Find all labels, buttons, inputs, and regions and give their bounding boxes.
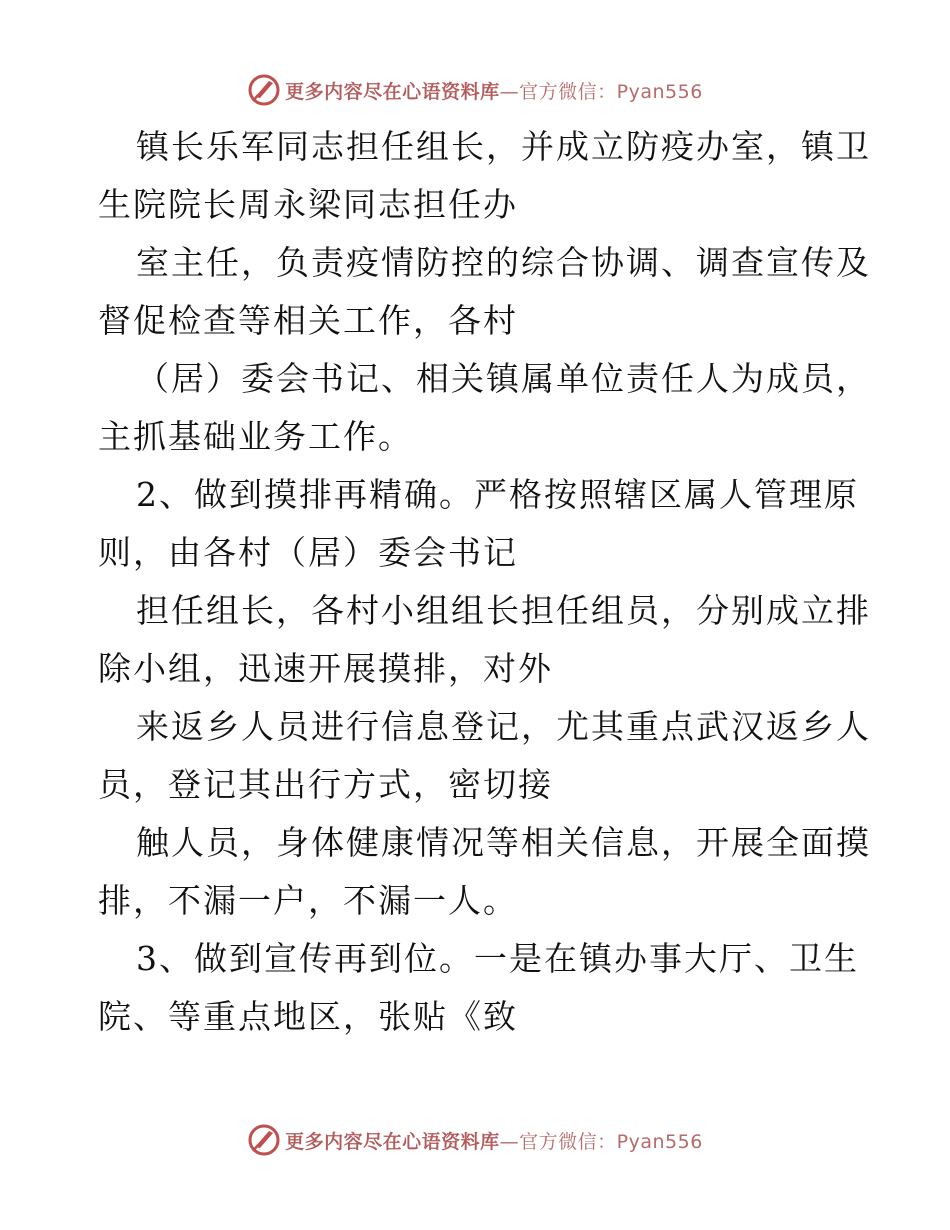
body-line: 触人员，身体健康情况等相关信息，开展全面摸 [136, 823, 871, 862]
body-line: 排，不漏一户，不漏一人。 [98, 881, 518, 920]
header-banner-text [285, 77, 703, 104]
body-line: 来返乡人员进行信息登记，尤其重点武汉返乡人 [136, 707, 871, 746]
body-line: 担任组长，各村小组组长担任组员，分别成立排 [136, 591, 871, 630]
footer-banner [0, 1120, 950, 1160]
body-line: 员，登记其出行方式，密切接 [98, 765, 553, 804]
footer-dash: — [499, 1130, 520, 1153]
body-line: 督促检查等相关工作，各村 [98, 301, 518, 340]
body-line: 2、做到摸排再精确。严格按照辖区属人管理原 [136, 475, 859, 514]
body-line: 主抓基础业务工作。 [98, 417, 413, 456]
document-body [98, 118, 871, 1046]
header-dash: — [499, 80, 520, 103]
footer-contact-text: 官方微信：Pyan556 [519, 1130, 703, 1153]
body-line: 3、做到宣传再到位。一是在镇办事大厅、卫生 [136, 939, 859, 978]
header-banner [0, 70, 950, 110]
body-line: 生院院长周永梁同志担任办 [98, 185, 518, 224]
footer-site-text: 更多内容尽在心语资料库 [285, 1130, 500, 1153]
quill-logo-icon [247, 1123, 281, 1157]
body-line: 则，由各村（居）委会书记 [98, 533, 518, 572]
body-line: 室主任，负责疫情防控的综合协调、调查宣传及 [136, 243, 871, 282]
header-contact-text: 官方微信：Pyan556 [519, 80, 703, 103]
body-line: （居）委会书记、相关镇属单位责任人为成员， [136, 359, 871, 398]
footer-banner-text [285, 1127, 703, 1154]
header-site-text: 更多内容尽在心语资料库 [285, 80, 500, 103]
body-line: 院、等重点地区，张贴《致 [98, 997, 518, 1036]
body-line: 镇长乐军同志担任组长，并成立防疫办室，镇卫 [136, 127, 871, 166]
quill-logo-icon [247, 73, 281, 107]
body-line: 除小组，迅速开展摸排，对外 [98, 649, 553, 688]
